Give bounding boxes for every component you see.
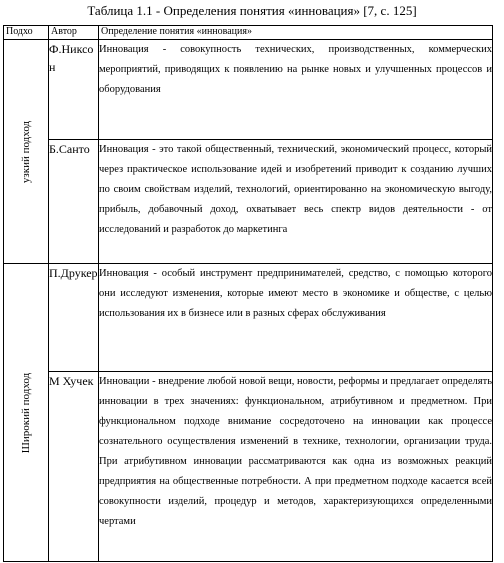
table-caption: Таблица 1.1 - Определения понятия «инновация» [7, с. 125] (87, 3, 417, 18)
author-cell: М Хучек (49, 372, 99, 562)
definition-cell: Инновация - это такой общественный, технический, экономический процесс, который через практическое использование идей и изобретений приводит к созданию лучших по своим свойствам изделий, технологий, ориентированно на экономическую выгоду, прибыль, добавочный доход, охватывает весь спектр видов деятельности - от исследований и разработок до маркетинга (99, 140, 493, 264)
definitions-table (3, 25, 493, 562)
author-cell: П.Друкер (49, 264, 99, 372)
header-author: Автор (49, 26, 99, 40)
author-cell: Ф.Никсон (49, 40, 99, 140)
table-row (4, 264, 493, 372)
header-row (4, 26, 493, 40)
definition-cell: Инновации - внедрение любой новой вещи, новости, реформы и предлагает определять инновации в трех значениях: функциональном, атрибутивном и предметном. При функциональном подходе внимание сосредоточено на инновации как процессе сознательного осуществления изменений в технике, технологии, организации труда. При атрибутивном инновации рассматриваются как одна из возможных реакций предприятия на общественные потребности. А при предметном подходе касается всей совокупности изделий, процедур и методов, характеризующихся определенными чертами (99, 372, 493, 562)
definition-cell: Инновация - особый инструмент предпринимателей, средство, с помощью которого они исследуют изменения, которые имеют место в экономике и обществе, с целью использования их в бизнесе или в разных сферах обслуживания (99, 264, 493, 372)
definition-cell: Инновация - совокупность технических, производственных, коммерческих мероприятий, приводящих к появлению на рынке новых и улучшенных процессов и оборудования (99, 40, 493, 140)
table-row (4, 140, 493, 264)
header-approach: Подхо (4, 26, 49, 40)
table-row (4, 372, 493, 562)
group-label-narrow: узкий подход (20, 120, 32, 183)
header-definition: Определение понятия «инновация» (99, 26, 493, 40)
author-cell: Б.Санто (49, 140, 99, 264)
group-label-broad: Широкий подход (20, 372, 32, 453)
table-row (4, 40, 493, 140)
group-narrow-approach (4, 40, 49, 264)
group-broad-approach (4, 264, 49, 562)
